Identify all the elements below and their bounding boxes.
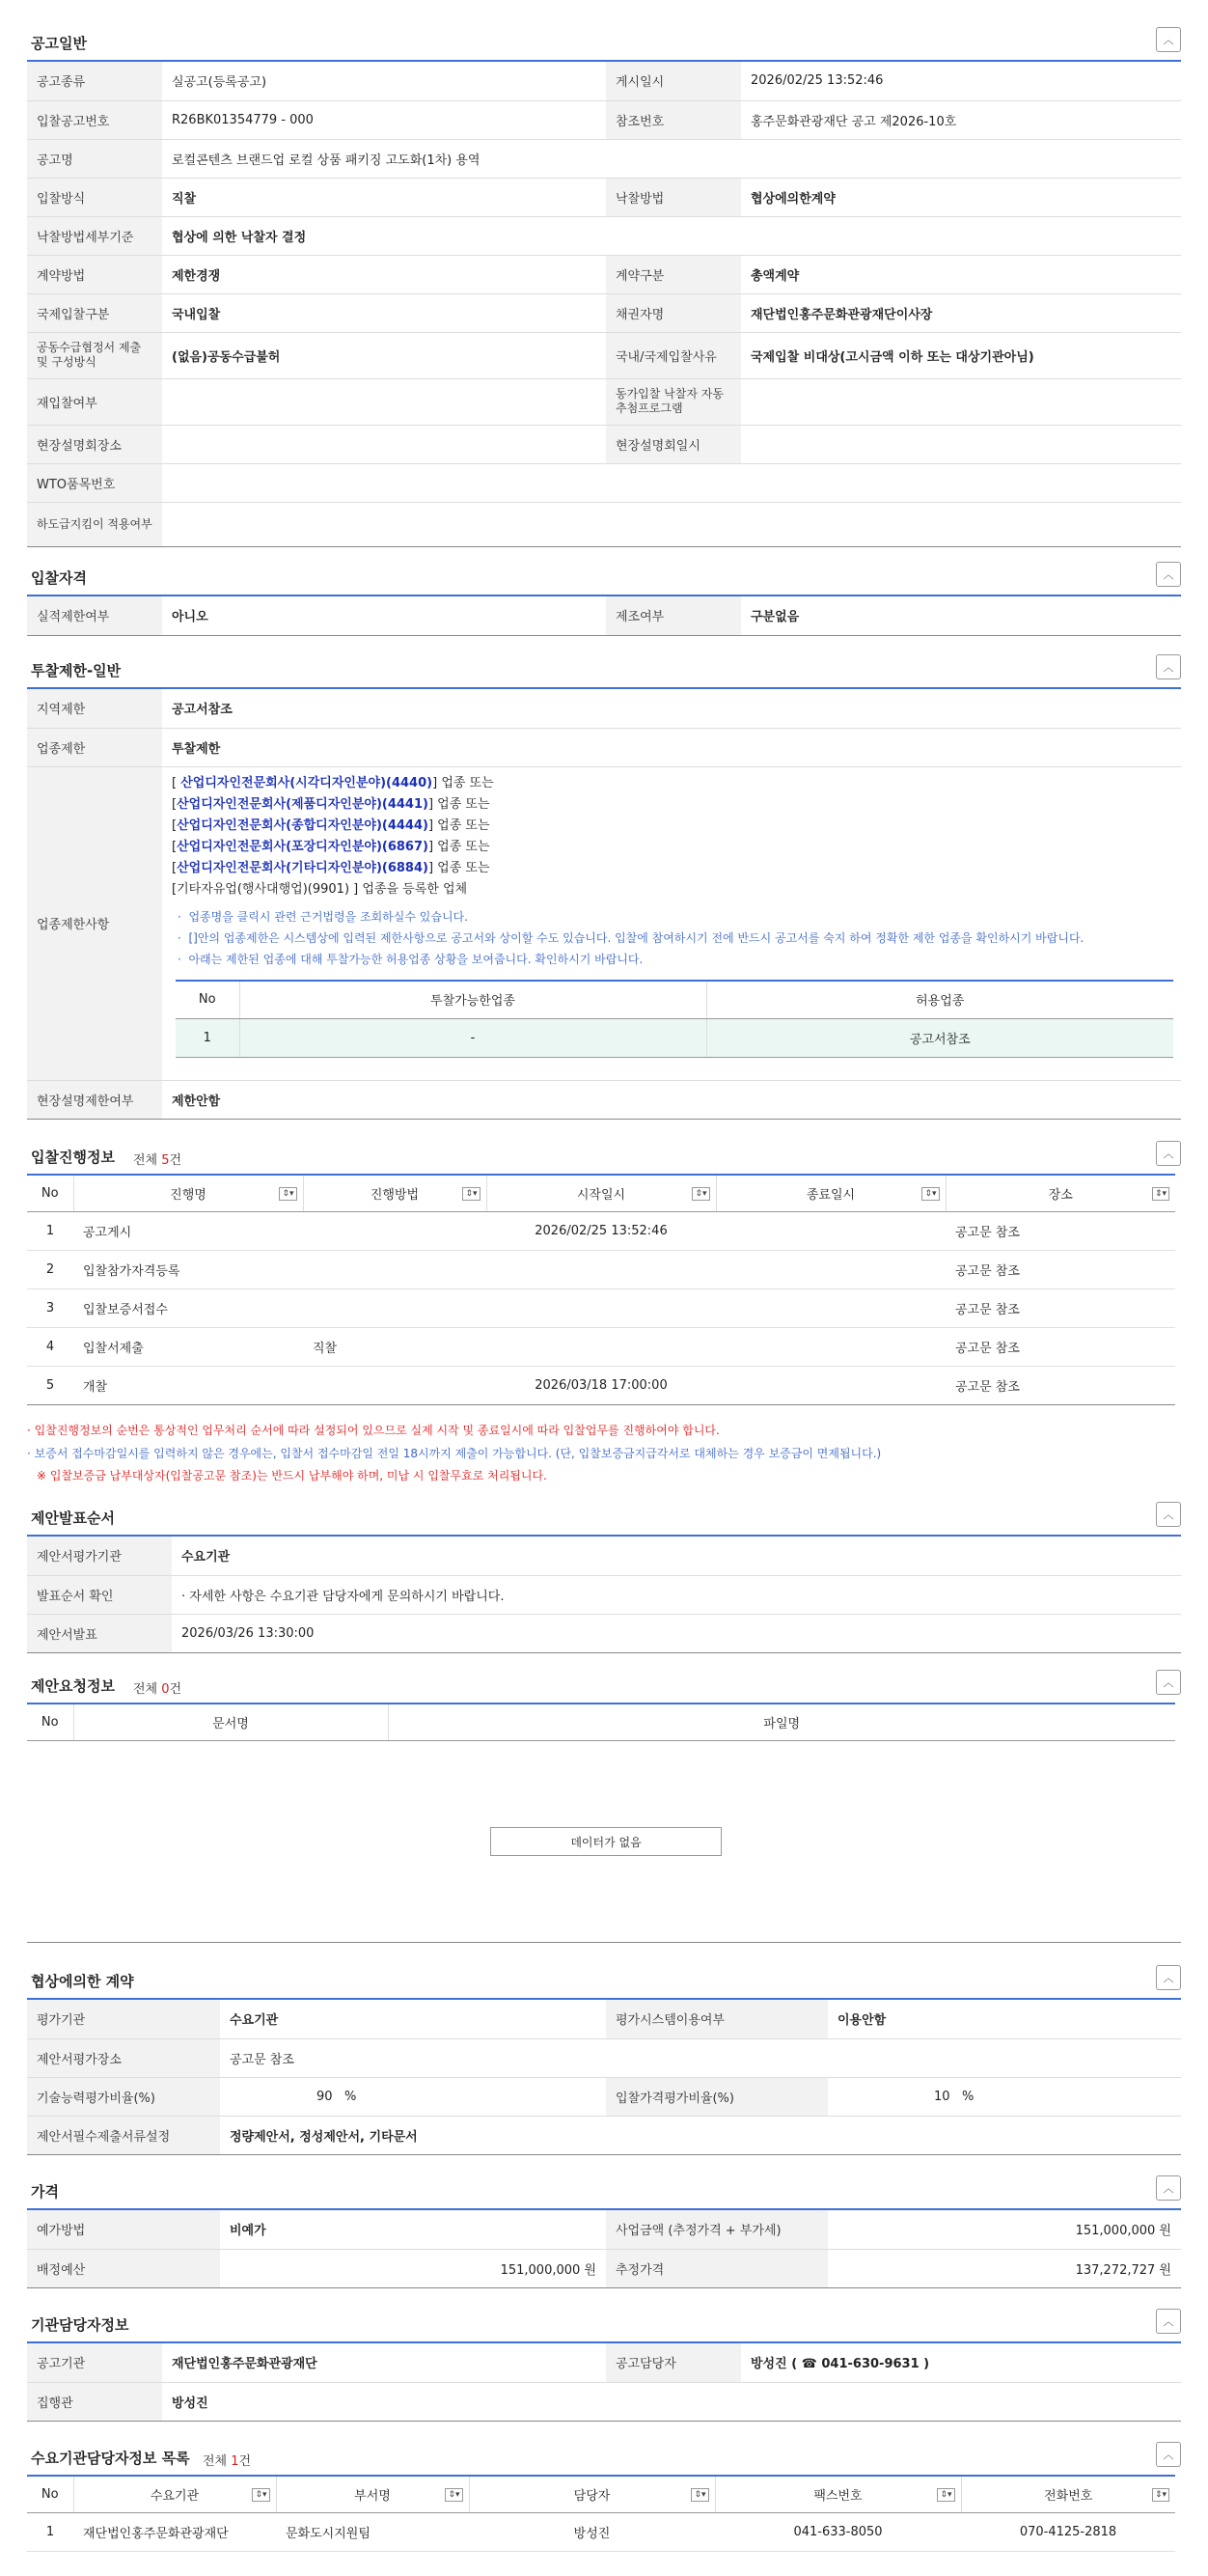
table-row bbox=[27, 2038, 1181, 2077]
chevron-up-icon[interactable]: ︿ bbox=[1156, 27, 1181, 52]
note-line: · 업종명을 클릭시 관련 근거법령을 조회하실수 있습니다. bbox=[178, 909, 468, 924]
label: 기술능력평가비율(%) bbox=[27, 2077, 220, 2116]
value: 비예가 bbox=[220, 2210, 606, 2249]
column-header[interactable]: 장소 ⇕▾ bbox=[946, 1175, 1175, 1211]
value: 공고서참조 bbox=[162, 689, 1181, 728]
value: 151,000,000 원 bbox=[828, 2210, 1181, 2249]
label: 동가입찰 낙찰자 자동추첨프로그램 bbox=[606, 378, 741, 425]
table-row bbox=[27, 255, 1181, 293]
chevron-up-icon[interactable]: ︿ bbox=[1156, 2309, 1181, 2334]
label: 계약구분 bbox=[606, 255, 741, 293]
column-header: No bbox=[27, 1703, 73, 1740]
table-row bbox=[27, 2000, 1181, 2038]
section-progress-header bbox=[27, 1137, 1181, 1174]
label: 국내/국제입찰사유 bbox=[606, 332, 741, 378]
table-row bbox=[27, 463, 1181, 502]
value: 홍주문화관광재단 공고 제2026-10호 bbox=[741, 100, 1181, 139]
chevron-up-icon[interactable]: ︿ bbox=[1156, 1502, 1181, 1527]
industry-link[interactable]: 산업디자인전문회사(종합디자인분야)(4444) bbox=[177, 817, 428, 833]
table-row bbox=[27, 2382, 1181, 2421]
note-line: · 아래는 제한된 업종에 대해 투찰가능한 허용업종 상황을 보여줍니다. 확인하시기 바랍니다. bbox=[178, 952, 644, 966]
label: 공고명 bbox=[27, 139, 162, 178]
value: 공고문 참조 bbox=[220, 2038, 1181, 2077]
value: 수요기관 bbox=[220, 2000, 606, 2038]
industry-code-line: [산업디자인전문회사(기타디자인분야)(6884)] 업종 또는 bbox=[172, 860, 490, 875]
sort-icon[interactable]: ⇕▾ bbox=[1152, 2488, 1169, 2502]
industry-detail bbox=[162, 766, 1181, 1080]
column-header[interactable]: 부서명 ⇕▾ bbox=[276, 2476, 469, 2512]
warning-text: · 보증서 접수마감일시를 입력하지 않은 경우에는, 입찰서 접수마감일 전일 18시까지 제출이 가능합니다. (단, 입찰보증금지급각서로 대체하는 경우 보증금이 면제됩니다.) bbox=[27, 1447, 882, 1460]
table-row bbox=[27, 293, 1181, 332]
count-label: 전체 1건 bbox=[203, 2454, 252, 2469]
section-title: 제안발표순서 bbox=[31, 1510, 115, 1527]
allowed-industry-table bbox=[176, 980, 1173, 1059]
column-header: No bbox=[176, 981, 239, 1019]
column-header[interactable]: 시작일시 ⇕▾ bbox=[486, 1175, 716, 1211]
value: 90 % bbox=[220, 2077, 606, 2116]
value: 제한안함 bbox=[162, 1080, 1181, 1119]
value: 10 % bbox=[828, 2077, 1181, 2116]
table-row bbox=[27, 425, 1181, 463]
column-header: 투찰가능한업종 bbox=[239, 981, 706, 1019]
label: 낙찰방법 bbox=[606, 178, 741, 216]
label: 공고담당자 bbox=[606, 2343, 741, 2382]
sort-icon[interactable]: ⇕▾ bbox=[252, 2488, 269, 2502]
label: 제안서필수제출서류설정 bbox=[27, 2116, 220, 2154]
proposal-table bbox=[27, 1703, 1175, 1741]
label: 예가방법 bbox=[27, 2210, 220, 2249]
table-row bbox=[27, 728, 1181, 766]
table-row bbox=[27, 689, 1181, 728]
label: 집행관 bbox=[27, 2382, 162, 2421]
table-row bbox=[27, 1575, 1181, 1614]
presentation-table bbox=[27, 1537, 1181, 1653]
label: 제조여부 bbox=[606, 596, 741, 635]
section-title: 가격 bbox=[31, 2183, 59, 2201]
table-row: 5 개찰 2026/03/18 17:00:00 공고문 참조 bbox=[27, 1366, 1175, 1404]
label: 업종제한사항 bbox=[27, 766, 162, 1080]
industry-link[interactable]: 산업디자인전문회사(포장디자인분야)(6867) bbox=[177, 839, 428, 854]
value: 직찰 bbox=[162, 178, 606, 216]
industry-code-line: [산업디자인전문회사(포장디자인분야)(6867)] 업종 또는 bbox=[172, 839, 490, 854]
warning-text: · 입찰진행정보의 순번은 통상적인 업무처리 순서에 따라 설정되어 있으므로 실제 시작 및 종료일시에 따라 입찰업무를 진행하여야 합니다. bbox=[27, 1424, 720, 1437]
value: 137,272,727 원 bbox=[828, 2249, 1181, 2287]
section-proposal-header bbox=[27, 1666, 1181, 1703]
section-price-header bbox=[27, 2172, 1181, 2208]
no-data-message: 데이터가 없음 bbox=[490, 1827, 722, 1856]
industry-link[interactable]: 산업디자인전문회사(기타디자인분야)(6884) bbox=[177, 860, 428, 875]
label: 평가기관 bbox=[27, 2000, 220, 2038]
sort-icon[interactable]: ⇕▾ bbox=[462, 1187, 480, 1201]
label: 계약방법 bbox=[27, 255, 162, 293]
value: 151,000,000 원 bbox=[220, 2249, 606, 2287]
section-negotiation-header bbox=[27, 1961, 1181, 1998]
section-title: 투찰제한-일반 bbox=[31, 662, 122, 679]
chevron-up-icon[interactable]: ︿ bbox=[1156, 1141, 1181, 1166]
table-row bbox=[27, 178, 1181, 216]
value: 구분없음 bbox=[741, 596, 1181, 635]
value: 총액계약 bbox=[741, 255, 1181, 293]
table-row bbox=[27, 332, 1181, 378]
label: 입찰가격평가비율(%) bbox=[606, 2077, 828, 2116]
demand-table bbox=[27, 2475, 1175, 2552]
value: 국제입찰 비대상(고시금액 이하 또는 대상기관아님) bbox=[741, 332, 1181, 378]
label: 국제입찰구분 bbox=[27, 293, 162, 332]
column-header: No bbox=[27, 1175, 73, 1211]
section-title: 기관담당자정보 bbox=[31, 2316, 129, 2334]
sort-icon[interactable]: ⇕▾ bbox=[692, 1187, 709, 1201]
section-demand-header bbox=[27, 2438, 1181, 2475]
sort-icon[interactable]: ⇕▾ bbox=[279, 1187, 296, 1201]
column-header: 파일명 bbox=[388, 1703, 1175, 1740]
label: 추정가격 bbox=[606, 2249, 828, 2287]
column-header[interactable]: 수요기관 ⇕▾ bbox=[73, 2476, 276, 2512]
section-title: 입찰진행정보 bbox=[31, 1149, 115, 1166]
column-header: 허용업종 bbox=[706, 981, 1173, 1019]
table-row bbox=[27, 596, 1181, 635]
chevron-up-icon[interactable]: ︿ bbox=[1156, 1965, 1181, 1990]
value bbox=[162, 502, 1181, 546]
table-row bbox=[27, 766, 1181, 1080]
progress-table bbox=[27, 1174, 1175, 1405]
table-row bbox=[27, 216, 1181, 255]
qualification-table bbox=[27, 596, 1181, 636]
section-title: 협상에의한 계약 bbox=[31, 1973, 134, 1990]
label: 게시일시 bbox=[606, 62, 741, 100]
label: 공고종류 bbox=[27, 62, 162, 100]
contact-table bbox=[27, 2343, 1181, 2422]
table-row: 4 입찰서제출 직찰 공고문 참조 bbox=[27, 1327, 1175, 1366]
industry-code-line: [산업디자인전문회사(제품디자인분야)(4441)] 업종 또는 bbox=[172, 796, 490, 812]
section-qualification-header bbox=[27, 558, 1181, 595]
label: 채권자명 bbox=[606, 293, 741, 332]
value: 재단법인홍주문화관광재단 bbox=[162, 2343, 606, 2382]
value: 투찰제한 bbox=[162, 728, 1181, 766]
value: 아니오 bbox=[162, 596, 606, 635]
section-contact-header bbox=[27, 2305, 1181, 2341]
table-row bbox=[27, 1080, 1181, 1119]
value bbox=[162, 463, 1181, 502]
sort-icon[interactable]: ⇕▾ bbox=[445, 2488, 462, 2502]
label: 입찰방식 bbox=[27, 178, 162, 216]
column-header[interactable]: 종료일시 ⇕▾ bbox=[716, 1175, 946, 1211]
column-header: 문서명 bbox=[73, 1703, 388, 1740]
industry-code-line: [기타자유업(행사대행업)(9901) ] 업종을 등록한 업체 bbox=[172, 881, 468, 897]
count-label: 전체 5건 bbox=[133, 1153, 182, 1168]
value: 로컬콘텐츠 브랜드업 로컬 상품 패키징 고도화(1차) 용역 bbox=[162, 139, 1181, 178]
label: 지역제한 bbox=[27, 689, 162, 728]
label: 참조번호 bbox=[606, 100, 741, 139]
label: 발표순서 확인 bbox=[27, 1575, 172, 1614]
label: 입찰공고번호 bbox=[27, 100, 162, 139]
value: 협상에 의한 낙찰자 결정 bbox=[162, 216, 1181, 255]
sort-icon[interactable]: ⇕▾ bbox=[937, 2488, 954, 2502]
table-row bbox=[27, 62, 1181, 100]
sort-icon[interactable]: ⇕▾ bbox=[1152, 1187, 1169, 1201]
column-header[interactable]: 전화번호 ⇕▾ bbox=[961, 2476, 1175, 2512]
label: 평가시스템이용여부 bbox=[606, 2000, 828, 2038]
label: 공동수급협정서 제출 및 구성방식 bbox=[27, 332, 162, 378]
industry-link[interactable]: 산업디자인전문회사(시각디자인분야)(4440) bbox=[180, 775, 433, 790]
chevron-up-icon[interactable]: ︿ bbox=[1156, 562, 1181, 587]
table-row bbox=[27, 1614, 1181, 1652]
industry-link[interactable]: 산업디자인전문회사(제품디자인분야)(4441) bbox=[177, 796, 428, 812]
column-header: No bbox=[27, 2476, 73, 2512]
table-row: 3 입찰보증서접수 공고문 참조 bbox=[27, 1288, 1175, 1327]
table-row bbox=[27, 2210, 1181, 2249]
value: · 자세한 사항은 수요기관 담당자에게 문의하시기 바랍니다. bbox=[172, 1575, 1181, 1614]
section-title: 제안요청정보 bbox=[31, 1677, 115, 1695]
section-presentation-header bbox=[27, 1498, 1181, 1535]
label: 공고기관 bbox=[27, 2343, 162, 2382]
table-row bbox=[27, 2249, 1181, 2287]
general-table bbox=[27, 62, 1181, 547]
label: 사업금액 (추정가격 + 부가세) bbox=[606, 2210, 828, 2249]
column-header[interactable]: 진행방법 ⇕▾ bbox=[303, 1175, 486, 1211]
industry-code-line: [ 산업디자인전문회사(시각디자인분야)(4440)] 업종 또는 bbox=[172, 775, 494, 790]
chevron-up-icon[interactable]: ︿ bbox=[1156, 1670, 1181, 1695]
table-row bbox=[27, 2077, 1181, 2116]
value: 방성진 ( ☎ 041-630-9631 ) bbox=[741, 2343, 1181, 2382]
value bbox=[741, 378, 1181, 425]
table-row bbox=[27, 1537, 1181, 1575]
value: 실공고(등록공고) bbox=[162, 62, 606, 100]
value: 재단법인홍주문화관광재단이사장 bbox=[741, 293, 1181, 332]
chevron-up-icon[interactable]: ︿ bbox=[1156, 2175, 1181, 2201]
value: (없음)공동수급불허 bbox=[162, 332, 606, 378]
label: 배정예산 bbox=[27, 2249, 220, 2287]
value bbox=[741, 425, 1181, 463]
label: 제안서발표 bbox=[27, 1614, 172, 1652]
label: 실적제한여부 bbox=[27, 596, 162, 635]
label: 낙찰방법세부기준 bbox=[27, 216, 162, 255]
label: 현장설명제한여부 bbox=[27, 1080, 162, 1119]
section-title: 공고일반 bbox=[31, 35, 87, 52]
section-title: 수요기관담당자정보 목록 bbox=[31, 2450, 190, 2467]
sort-icon[interactable]: ⇕▾ bbox=[921, 1187, 939, 1201]
note-line: · []안의 업종제한은 시스템상에 입력된 제한사항으로 공고서와 상이할 수도 있습니다. 입찰에 참여하시기 전에 반드시 공고서를 숙지 하여 정확한 제한 업종을 확인하시기 바랍니다. bbox=[178, 930, 1084, 945]
count-label: 전체 0건 bbox=[133, 1682, 182, 1697]
table-row: 1 공고게시 2026/02/25 13:52:46 공고문 참조 bbox=[27, 1211, 1175, 1250]
column-header[interactable]: 진행명 ⇕▾ bbox=[73, 1175, 303, 1211]
table-row bbox=[27, 378, 1181, 425]
value: 협상에의한계약 bbox=[741, 178, 1181, 216]
chevron-up-icon[interactable]: ︿ bbox=[1156, 654, 1181, 679]
negotiation-table bbox=[27, 2000, 1181, 2155]
warning-text: ※ 입찰보증금 납부대상자(입찰공고문 참조)는 반드시 납부해야 하며, 미납 시 입찰무효로 처리됩니다. bbox=[37, 1469, 547, 1482]
value bbox=[162, 425, 606, 463]
industry-code-line: [산업디자인전문회사(종합디자인분야)(4444)] 업종 또는 bbox=[172, 817, 490, 833]
label: 현장설명회장소 bbox=[27, 425, 162, 463]
label: 하도급지킴이 적용여부 bbox=[27, 502, 162, 546]
restriction-table bbox=[27, 689, 1181, 1120]
label: 업종제한 bbox=[27, 728, 162, 766]
chevron-up-icon[interactable]: ︿ bbox=[1156, 2442, 1181, 2467]
value: R26BK01354779 - 000 bbox=[162, 100, 606, 139]
table-row bbox=[27, 502, 1181, 546]
table-row: 2 입찰참가자격등록 공고문 참조 bbox=[27, 1250, 1175, 1288]
table-row: 1 - 공고서참조 bbox=[176, 1019, 1173, 1058]
value bbox=[162, 378, 606, 425]
label: WTO품목번호 bbox=[27, 463, 162, 502]
table-row bbox=[27, 2343, 1181, 2382]
section-restriction-header bbox=[27, 651, 1181, 687]
label: 현장설명회일시 bbox=[606, 425, 741, 463]
table-row: 1 재단법인홍주문화관광재단 문화도시지원팀 방성진 041-633-8050 070-4125-2818 bbox=[27, 2512, 1175, 2551]
value: 이용안함 bbox=[828, 2000, 1181, 2038]
value: 2026/03/26 13:30:00 bbox=[172, 1614, 1181, 1652]
column-header[interactable]: 팩스번호 ⇕▾ bbox=[715, 2476, 961, 2512]
value: 2026/02/25 13:52:46 bbox=[741, 62, 1181, 100]
table-row bbox=[27, 139, 1181, 178]
label: 제안서평가장소 bbox=[27, 2038, 220, 2077]
table-row bbox=[27, 2116, 1181, 2154]
value: 국내입찰 bbox=[162, 293, 606, 332]
sort-icon[interactable]: ⇕▾ bbox=[691, 2488, 708, 2502]
price-table bbox=[27, 2210, 1181, 2288]
divider bbox=[27, 1942, 1181, 1943]
label: 재입찰여부 bbox=[27, 378, 162, 425]
value: 방성진 bbox=[162, 2382, 1181, 2421]
column-header[interactable]: 담당자 ⇕▾ bbox=[469, 2476, 715, 2512]
value: 수요기관 bbox=[172, 1537, 1181, 1575]
section-general-header bbox=[27, 23, 1181, 60]
value: 제한경쟁 bbox=[162, 255, 606, 293]
table-row bbox=[27, 100, 1181, 139]
section-title: 입찰자격 bbox=[31, 569, 87, 587]
value: 정량제안서, 정성제안서, 기타문서 bbox=[220, 2116, 1181, 2154]
label: 제안서평가기관 bbox=[27, 1537, 172, 1575]
